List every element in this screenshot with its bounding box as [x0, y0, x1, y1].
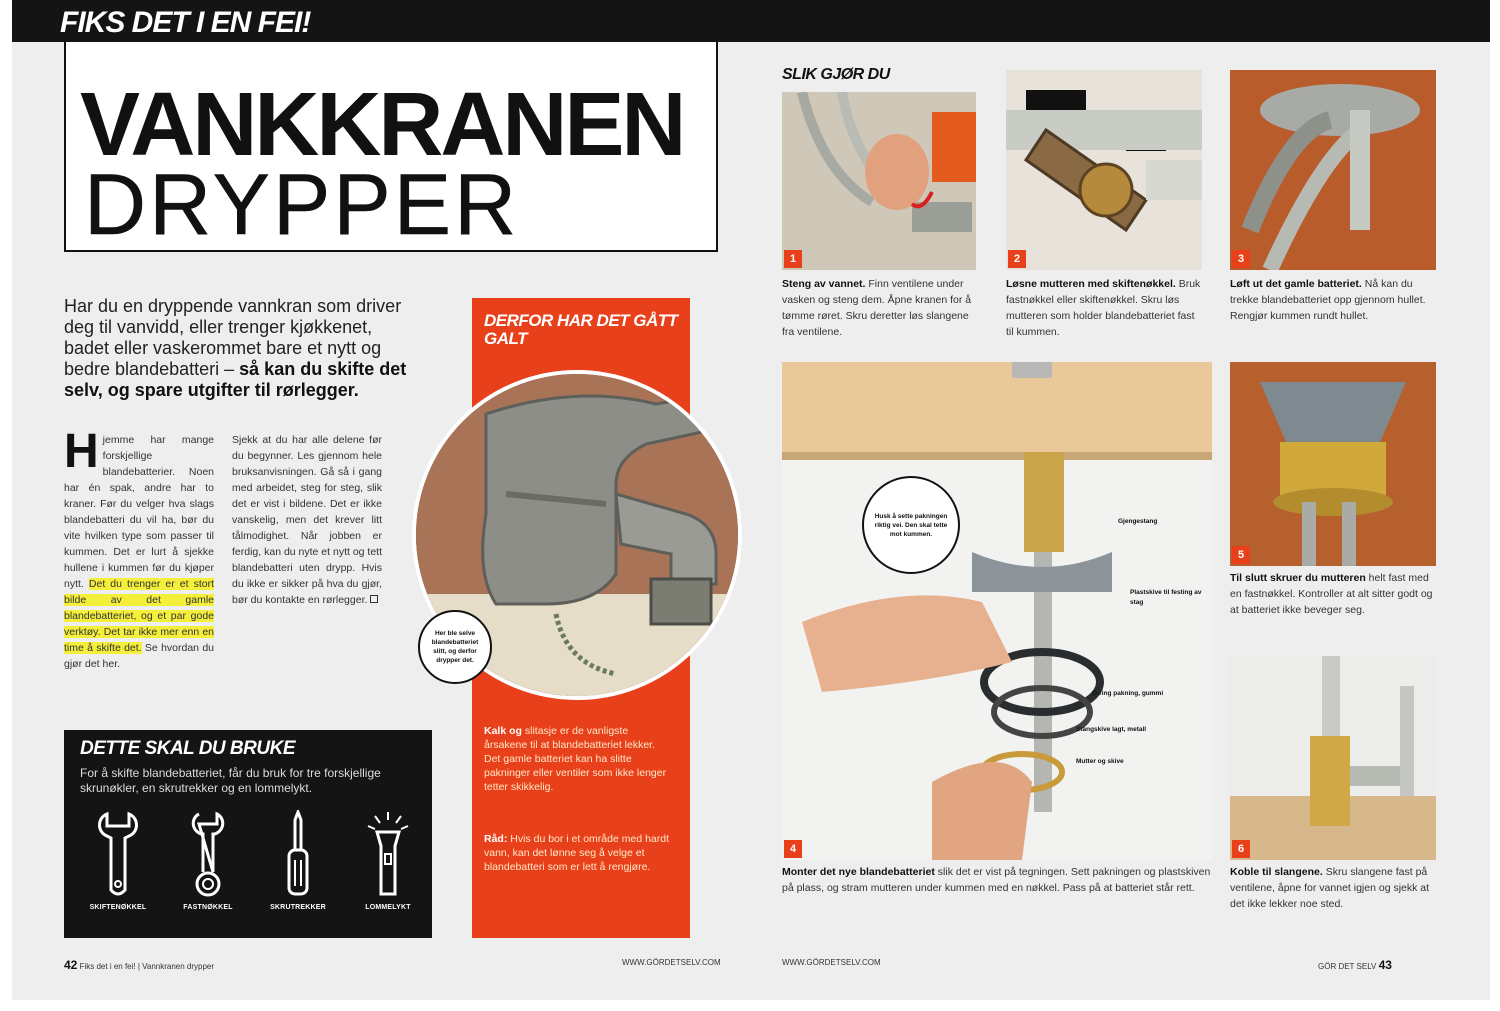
- step-3-bold: Løft ut det gamle batteriet.: [1230, 278, 1362, 290]
- step-4-speech-bubble: Husk å sette pakningen riktig vei. Den skal tette mot kummen.: [862, 476, 960, 574]
- footer-right-url: WWW.GÖRDETSELV.COM: [782, 958, 881, 967]
- body-col1-highlight: Det du trenger er et stort bilde av det gamle blandebatteriet, og et par gode verktøy. Det tar ikke mer enn en time å skifte det.: [64, 578, 214, 654]
- title-box: [64, 42, 718, 252]
- step-4-bold: Monter det nye blandebatteriet: [782, 866, 935, 878]
- step-6-number: 6: [1232, 840, 1250, 858]
- tool-label-2: FASTNØKKEL: [183, 904, 233, 911]
- step-3-photo: [1230, 70, 1436, 270]
- tool-label-3: SKRUTREKKER: [270, 904, 326, 911]
- intro-paragraph: [64, 296, 414, 401]
- step-1-illustration: [782, 92, 976, 270]
- flashlight-icon: [363, 810, 413, 900]
- step-5-caption: [1230, 570, 1436, 618]
- step-4-photo: [782, 362, 1212, 860]
- footer-right-page-number: 43: [1378, 958, 1392, 972]
- tool-flashlight: [348, 810, 428, 911]
- step-5-illustration: [1230, 362, 1436, 566]
- step-4-caption: [782, 864, 1212, 896]
- step-3-text: Nå kan du trekke blandebatteriet opp gjennom hullet. Rengjør kummen rundt hullet.: [1230, 278, 1426, 322]
- step-2-caption: [1006, 276, 1202, 340]
- body-column-1: [64, 425, 214, 672]
- step-5-number: 5: [1232, 546, 1250, 564]
- label-threaded-rod: Gjengestang: [1118, 518, 1158, 525]
- adjustable-wrench-icon: [93, 810, 143, 900]
- tool-adjustable-wrench: [78, 810, 158, 911]
- sidebar-speech-bubble: Her ble selve blandebatteriet slitt, og derfor drypper det.: [418, 610, 492, 684]
- open-wrench-icon: [183, 810, 233, 900]
- footer-left: [64, 958, 214, 972]
- kicker-label: FIKS DET I EN FEI!: [60, 6, 311, 39]
- howto-heading: SLIK GJØR DU: [782, 66, 890, 83]
- sidebar-p1-bold: Kalk og: [484, 725, 522, 737]
- footer-right-text: GÖR DET SELV: [1318, 962, 1377, 971]
- dropcap: H: [64, 425, 99, 478]
- step-3-illustration: [1230, 70, 1436, 270]
- step-2-illustration: [1006, 70, 1202, 270]
- tool-open-wrench: [168, 810, 248, 911]
- footer-left-url: WWW.GÖRDETSELV.COM: [622, 958, 721, 967]
- step-6-bold: Koble til slangene.: [1230, 866, 1323, 878]
- step-2-number: 2: [1008, 250, 1026, 268]
- tools-heading: DETTE SKAL DU BRUKE: [80, 738, 295, 759]
- body-col1-c: Se hvordan du gjør det her.: [64, 642, 214, 670]
- intro-text: Har du en dryppende vannkran som driver deg til vanvidd, eller trenger kjøkkenet, badet eller vaskerommet bare et nytt og bedre blandebatteri –: [64, 296, 402, 379]
- step-1-bold: Steng av vannet.: [782, 278, 866, 290]
- sidebar-paragraph-2: [484, 832, 670, 874]
- body-col2-text: Sjekk at du har alle delene før du begynner. Les gjennom hele bruksanvisningen. Gå så i gang med arbeidet, steg for steg, slik det er vist i bildene. Det er ikke vanskelig, men det krever litt tålmodighet. Når jobben er ferdig, kan du nyte et nytt og tett blandebatteri uten drypp. Hvis du ikke er sikker på hva du gjør, bør du kontakte en rørlegger.: [232, 434, 383, 606]
- end-mark-icon: [370, 595, 378, 603]
- body-col1-b: forskjellige blandebatterier. Noen har én spak, andre har to kraner. Før du velger hva slags blandebatteri du vil ha, bør du vite hvilken type som passer til kummen. Det er lurt å sjekke hullene i kummen før du kjøper nytt.: [64, 450, 214, 590]
- sidebar-paragraph-1: [484, 724, 670, 794]
- step-6-text: Skru slangene fast på ventilene, åpne for vannet igjen og sjekk at det ikke lekker noe sted.: [1230, 866, 1430, 910]
- step-4-number: 4: [784, 840, 802, 858]
- step-6-illustration: [1230, 656, 1436, 860]
- sidebar-p2-bold: Råd:: [484, 833, 508, 845]
- step-5-bold: Til slutt skruer du mutteren: [1230, 572, 1366, 584]
- label-washer: Stangskive lagt, metall: [1076, 726, 1147, 733]
- sidebar-p2-text: Hvis du bor i et område med hardt vann, kan det lønne seg å velge et blandebatteri som er lett å rengjøre.: [484, 833, 670, 873]
- footer-right: [1318, 958, 1392, 972]
- step-2-text: Bruk fastnøkkel eller skiftenøkkel. Skru løs mutteren som holder blandebatteriet fast til kummen.: [1006, 278, 1201, 338]
- step-2-bold: Løsne mutteren med skiftenøkkel.: [1006, 278, 1176, 290]
- sidebar-heading: DERFOR HAR DET GÅTT GALT: [484, 311, 678, 348]
- tools-text: For å skifte blandebatteriet, får du bruk for tre forskjellige skrunøkler, en skrutrekker og en lommelykt.: [80, 766, 381, 795]
- footer-left-text: Fiks det i en fei! | Vannkranen drypper: [79, 962, 215, 971]
- label-o-ring: O-ring pakning, gummi: [1092, 690, 1164, 697]
- step-3-caption: [1230, 276, 1436, 324]
- tool-label-4: LOMMELYKT: [365, 904, 411, 911]
- step-4-text: slik det er vist på tegningen. Sett pakningen og plastskiven på plass, og stram mutteren under kummen med en nøkkel. Pass på at batteriet står rett.: [782, 866, 1211, 894]
- body-col1-a: jemme har mange: [102, 434, 214, 446]
- intro-bold: så kan du skifte det selv, og spare utgifter til rørlegger.: [64, 359, 407, 400]
- step-6-caption: [1230, 864, 1436, 912]
- footer-left-page-number: 42: [64, 958, 78, 972]
- step-4-illustration: [782, 362, 1212, 860]
- step-1-caption: [782, 276, 976, 340]
- label-nut: Mutter og skive: [1076, 758, 1124, 765]
- step-5-text: helt fast med en fastnøkkel. Kontroller at alt sitter godt og at batteriet ikke beveger seg.: [1230, 572, 1433, 616]
- step-3-number: 3: [1232, 250, 1250, 268]
- step-6-photo: [1230, 656, 1436, 860]
- step-1-text: Finn ventilene under vasken og steng dem. Åpne kranen for å tømme røret. Skru deretter løs slangene fra ventilene.: [782, 278, 972, 338]
- step-5-photo: [1230, 362, 1436, 566]
- title-line-2: DRYPPER: [84, 157, 520, 253]
- tool-label-1: SKIFTENØKKEL: [89, 904, 147, 911]
- tool-screwdriver: [258, 810, 338, 911]
- body-column-2: [232, 432, 382, 608]
- title-line-1: VANKKRANEN: [80, 75, 684, 175]
- step-2-photo: [1006, 70, 1202, 270]
- label-plastic-plate: Plastskive til festing av stag: [1130, 589, 1202, 606]
- tools-box: [64, 730, 432, 938]
- step-1-photo: [782, 92, 976, 270]
- step-1-number: 1: [784, 250, 802, 268]
- sidebar-p1-text: slitasje er de vanligste årsakene til at blandebatteriet lekker. Det gamle batteriet kan ha slitte pakninger eller ventiler som ikke lenger tetter skikkelig.: [484, 725, 667, 793]
- screwdriver-icon: [273, 810, 323, 900]
